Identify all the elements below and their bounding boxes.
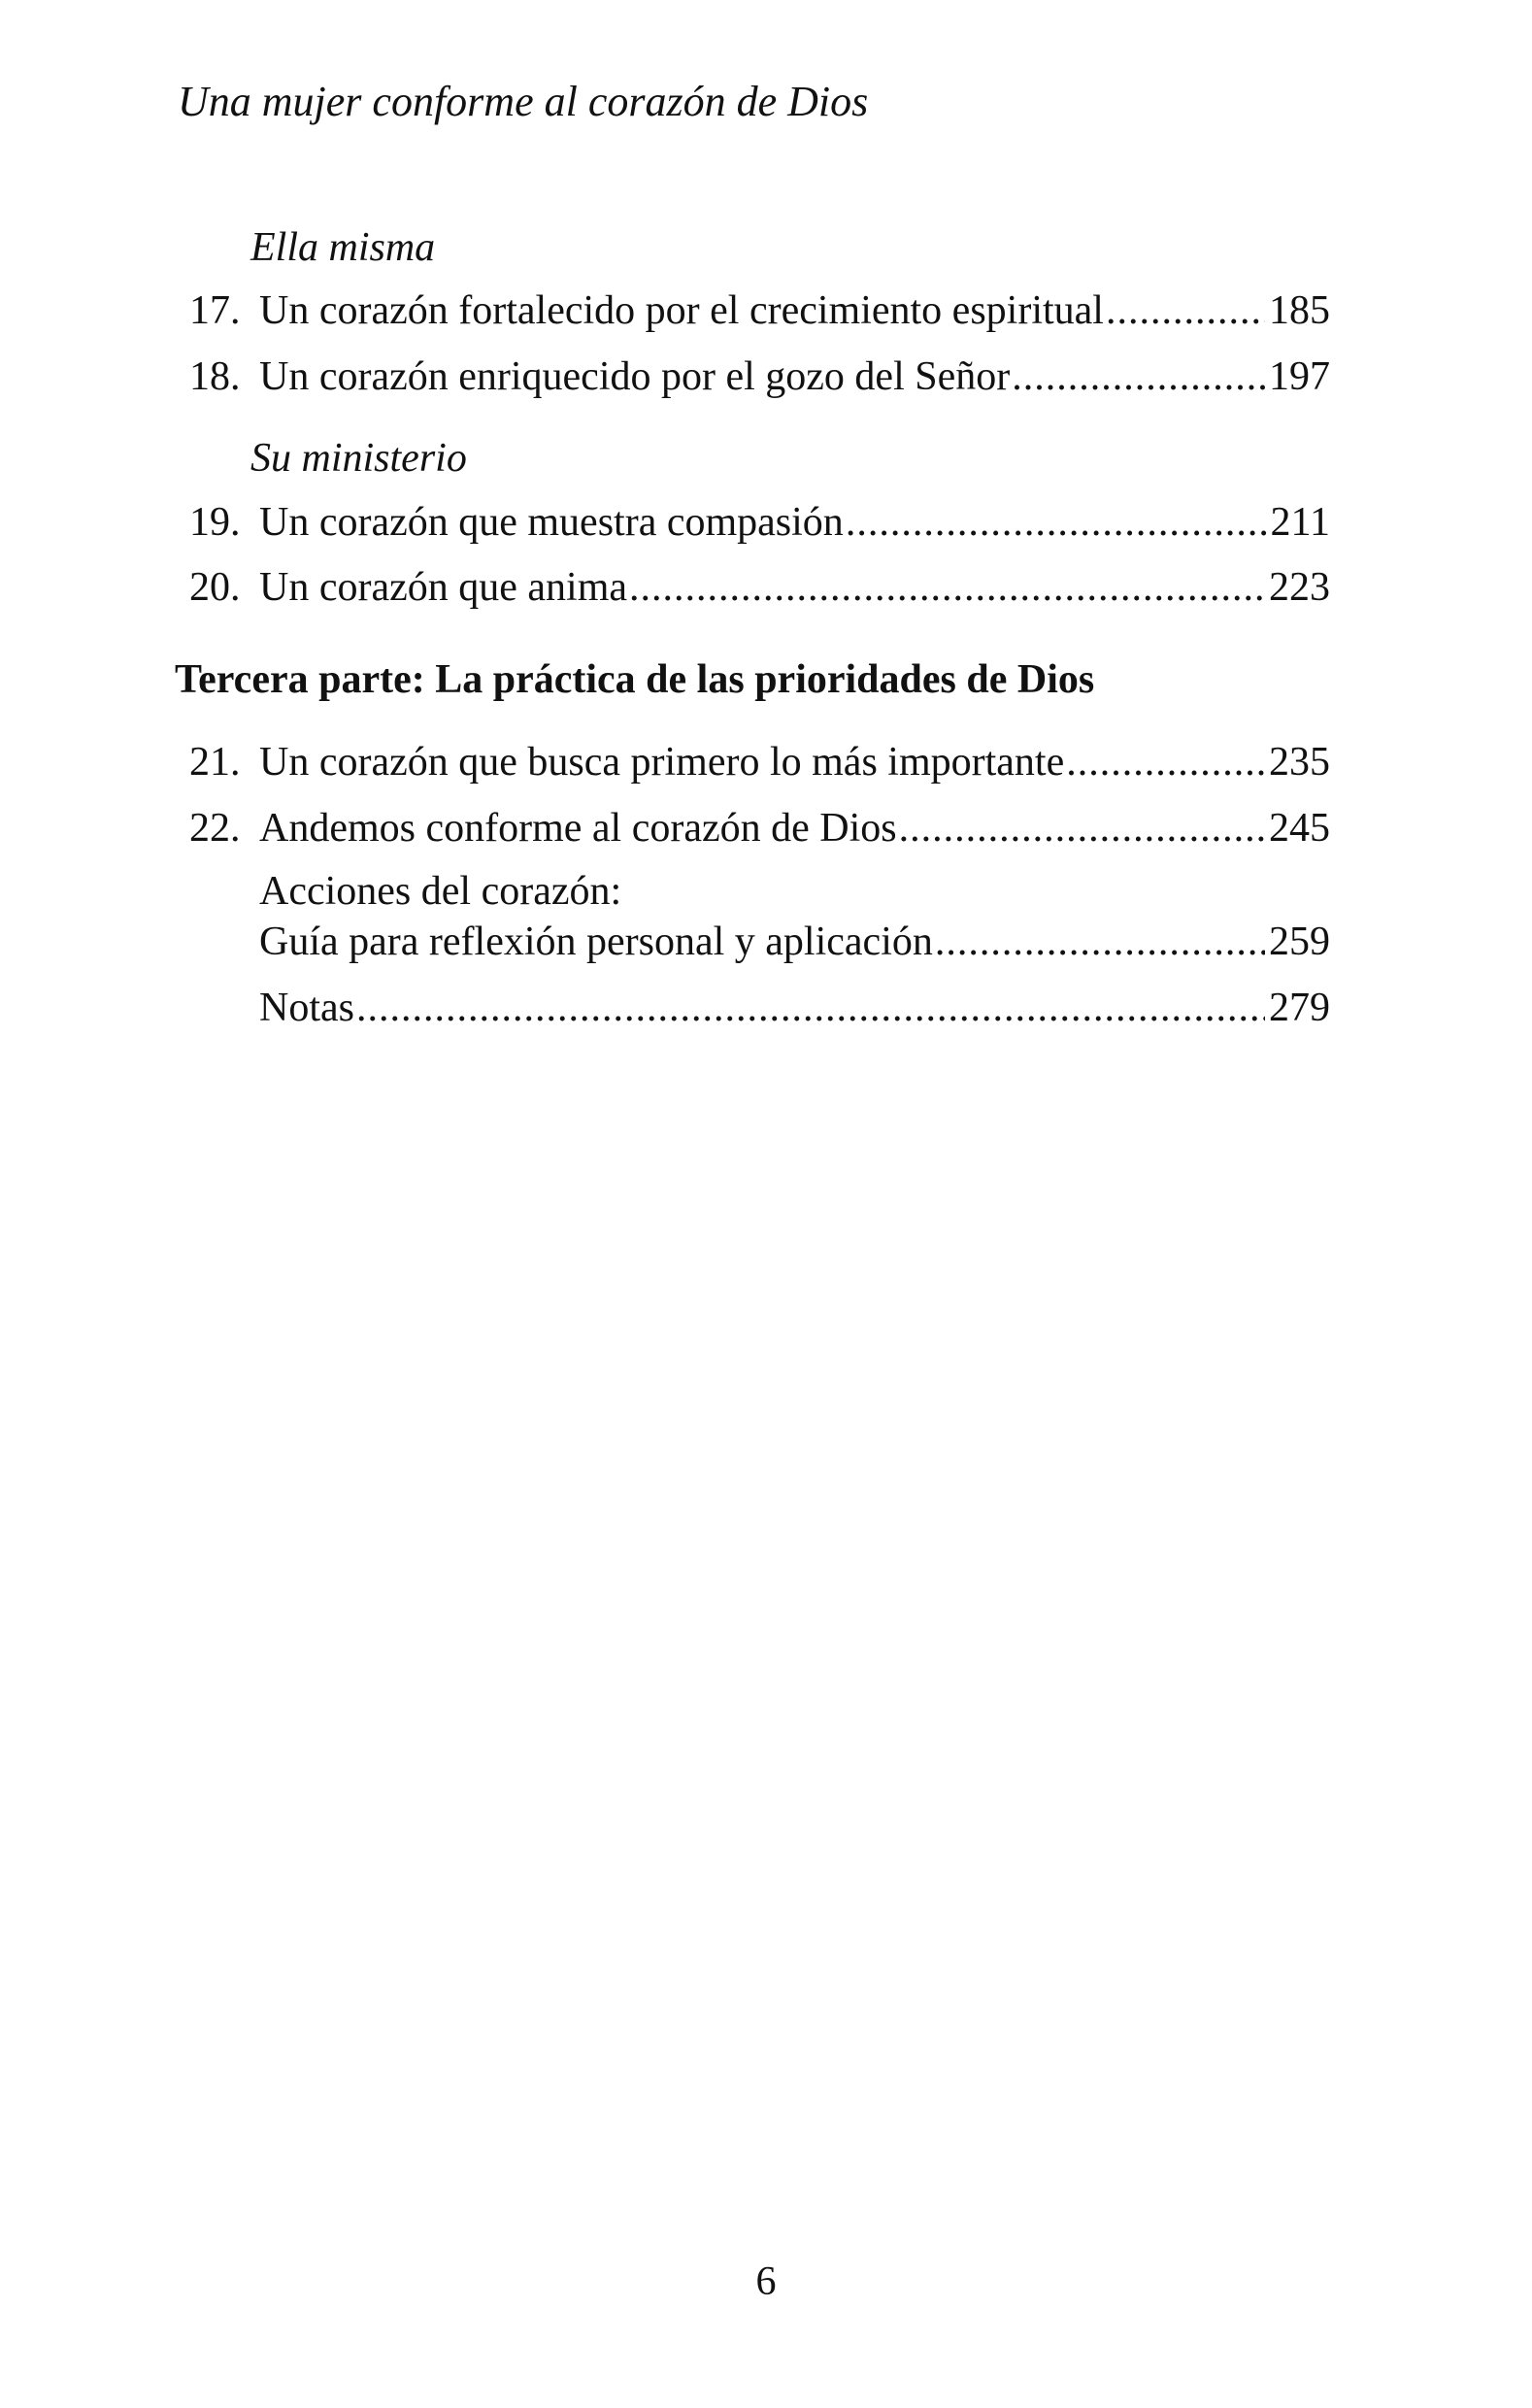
toc-entry-number: 17. (189, 288, 241, 333)
toc-entry-title: Notas (259, 986, 354, 1030)
toc-entry-page: 259 (1269, 920, 1330, 964)
dot-leader (899, 799, 1265, 857)
section-heading-ella-misma: Ella misma (250, 225, 436, 270)
toc-entry-number: 19. (189, 500, 241, 545)
toc-entry-number: 22. (189, 806, 241, 851)
toc-entry-number: 21. (189, 740, 241, 785)
toc-entry-page: 223 (1269, 565, 1330, 610)
dot-leader (356, 979, 1265, 1037)
dot-leader (1066, 733, 1265, 791)
toc-entry-notas (189, 979, 1330, 1037)
toc-entry-page: 185 (1269, 288, 1330, 333)
toc-entry-acciones (189, 913, 1330, 971)
dot-leader (629, 558, 1265, 617)
toc-entry-page: 197 (1269, 354, 1330, 399)
toc-entry-19 (189, 493, 1330, 552)
toc-entry-title: Un corazón fortalecido por el crecimiento espiritual (259, 288, 1104, 333)
toc-entry-title: Un corazón que muestra compasión (259, 500, 844, 545)
page-number: 6 (755, 2259, 777, 2304)
toc-entry-number: 20. (189, 565, 241, 610)
toc-entry-title: Un corazón que busca primero lo más importante (259, 740, 1065, 785)
running-head: Una mujer conforme al corazón de Dios (178, 78, 869, 125)
toc-entry-number: 18. (189, 354, 241, 399)
dot-leader (1012, 348, 1265, 406)
toc-entry-title: Un corazón que anima (259, 565, 628, 610)
dot-leader (935, 913, 1265, 971)
toc-entry-21 (189, 733, 1330, 791)
toc-entry-page: 235 (1269, 740, 1330, 785)
acciones-heading: Acciones del corazón: (259, 869, 622, 914)
toc-entry-page: 211 (1270, 500, 1330, 545)
part-heading-tercera-parte: Tercera parte: La práctica de las prioridades de Dios (175, 657, 1095, 702)
toc-entry-title: Un corazón enriquecido por el gozo del Señor (259, 354, 1011, 399)
toc-entry-17 (189, 282, 1330, 340)
toc-entry-title: Guía para reflexión personal y aplicación (259, 920, 933, 964)
toc-entry-20 (189, 558, 1330, 617)
section-heading-su-ministerio: Su ministerio (250, 436, 467, 481)
dot-leader (1106, 282, 1265, 340)
toc-entry-title: Andemos conforme al corazón de Dios (259, 806, 897, 851)
dot-leader (846, 493, 1267, 552)
toc-entry-page: 245 (1269, 806, 1330, 851)
toc-entry-18 (189, 348, 1330, 406)
toc-entry-22 (189, 799, 1330, 857)
toc-entry-page: 279 (1269, 986, 1330, 1030)
